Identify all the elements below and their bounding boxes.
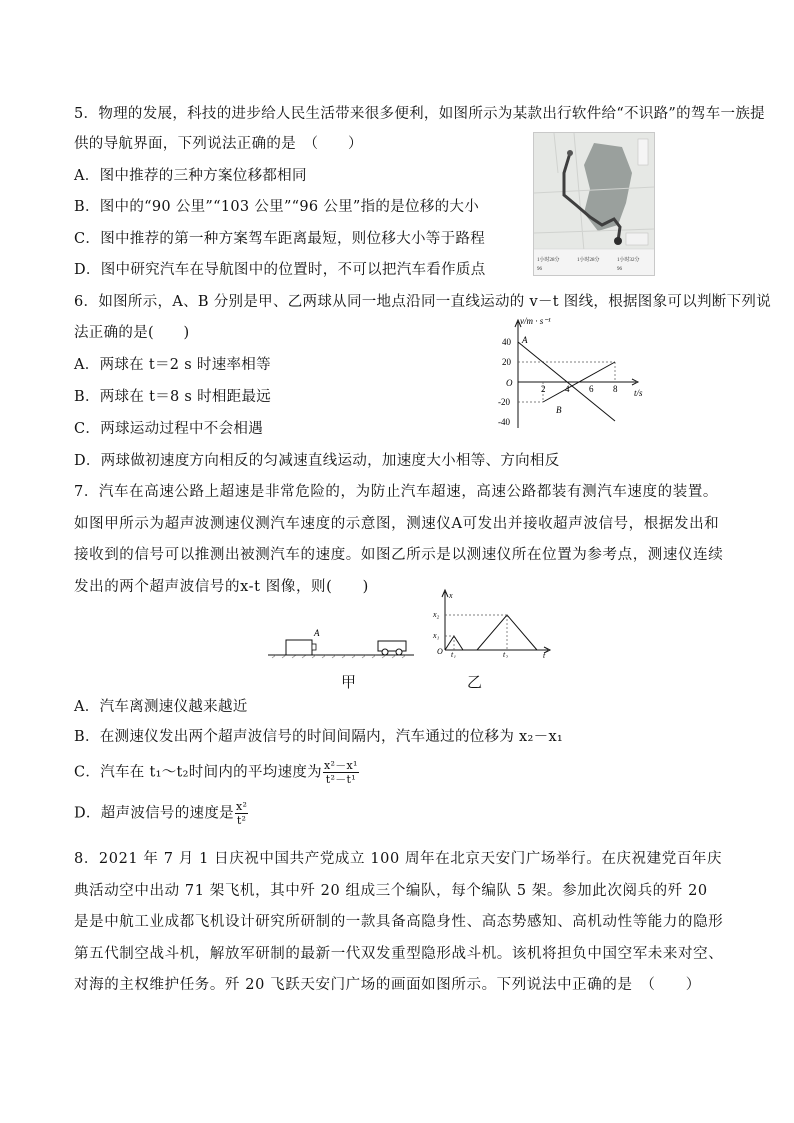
- y-tick-40: 40: [502, 337, 511, 347]
- navigation-map-figure: [533, 132, 655, 276]
- v-axis-label: v/m · s⁻¹: [520, 316, 551, 326]
- q6-option-c: C．两球运动过程中不会相遇: [74, 421, 263, 437]
- y-tick-20: 20: [502, 357, 511, 367]
- caption-jia: 甲: [341, 673, 357, 691]
- map-drawing: [534, 133, 654, 275]
- q6-option-b: B．两球在 t＝8 s 时相距最远: [74, 389, 272, 405]
- q6-stem-line2: 法正确的是( ): [74, 325, 190, 341]
- y-tick-neg40: -40: [498, 417, 510, 427]
- caption-yi: 乙: [467, 673, 483, 691]
- q7-option-d-text: D．超声波信号的速度是: [74, 805, 234, 822]
- q5-option-a: A．图中推荐的三种方案位移都相同: [74, 168, 307, 184]
- t-axis-label: t: [543, 651, 546, 658]
- q5-option-d: D．图中研究汽车在导航图中的位置时，不可以把汽车看作质点: [74, 262, 486, 278]
- t1-label: t₁: [451, 650, 457, 658]
- x-tick-8: 8: [613, 384, 618, 394]
- route3-time: 1小时32分: [617, 258, 640, 263]
- figure-yi-xt-graph: [425, 588, 555, 658]
- fraction-denominator: t²: [236, 814, 247, 827]
- x1-label: x₁: [433, 631, 440, 640]
- q5-stem-line1: 5．物理的发展，科技的进步给人民生活带来很多便利，如图所示为某款出行软件给“不识路”的驾车一族提: [74, 106, 765, 122]
- y-tick-neg20: -20: [498, 397, 510, 407]
- route3-distance: 96: [617, 267, 622, 272]
- q7-option-c-text: C．汽车在 t₁～t₂时间内的平均速度为: [74, 764, 322, 781]
- label-b: B: [556, 405, 562, 415]
- q6-option-a: A．两球在 t＝2 s 时速率相等: [74, 357, 271, 373]
- speed-detector: [286, 640, 312, 655]
- start-marker: [567, 150, 573, 156]
- car-body: [378, 641, 406, 651]
- q7-option-c: [74, 759, 359, 786]
- signal-1: [445, 636, 463, 650]
- t2-label: t₂: [503, 650, 509, 658]
- t-axis-label: t/s: [634, 388, 643, 398]
- q7-option-b: B．在测速仪发出两个超声波信号的时间间隔内，汽车通过的位移为 x₂－x₁: [74, 729, 564, 745]
- q8-stem: 8．2021 年 7 月 1 日庆祝中国共产党成立 100 周年在北京天安门广场举行。在庆祝建党百年庆典活动空中出动 71 架飞机，其中歼 20 组成三个编队，每个编队 5 架。参加此次阅兵的歼 20 是是中航工业成都飞机设计研究所研制的一款具备高隐身性、高态势感知、高机动性等能力的隐形第五代制空战斗机，解放军研制的最新一代双发重型隐形战斗机。该机将担负中国空军未来对空、对海的主权维护任务。歼 20 飞跃天安门广场的画面如图所示。下列说法中正确的是 （ ）: [74, 851, 724, 993]
- q7-option-d: [74, 800, 248, 827]
- q5-option-b: B．图中的“90 公里”“103 公里”“96 公里”指的是位移的大小: [74, 199, 480, 215]
- x-tick-2: 2: [541, 384, 546, 394]
- q6-option-d: D．两球做初速度方向相反的匀减速直线运动，加速度大小相等、方向相反: [74, 453, 560, 469]
- origin-label: O: [506, 378, 513, 388]
- x2-label: x₂: [433, 610, 440, 619]
- q5-stem-line2: 供的导航界面，下列说法正确的是 （ ）: [74, 136, 363, 152]
- q7-option-a: A．汽车离测速仪越来越近: [74, 699, 248, 715]
- q7-option-d-fraction: [235, 800, 248, 827]
- q6-stem-line1: 6．如图所示，A、B 分别是甲、乙两球从同一地点沿同一直线运动的 v－t 图线，根据图象可以判断下列说: [74, 294, 771, 310]
- q7-option-c-fraction: [323, 759, 359, 786]
- detector-label: A: [314, 628, 320, 638]
- x-tick-6: 6: [589, 384, 594, 394]
- route2-time: 1小时28分: [577, 258, 600, 263]
- vt-graph: [498, 316, 648, 436]
- route1-distance: 96: [537, 267, 542, 272]
- end-marker: [614, 237, 622, 245]
- figure-jia: [268, 624, 418, 664]
- q7-stem: 7．汽车在高速公路上超速是非常危险的，为防止汽车超速，高速公路都装有测汽车速度的装置。如图甲所示为超声波测速仪测汽车速度的示意图，测速仪A可发出并接收超声波信号，根据发出和接收到的信号可以推测出被测汽车的速度。如图乙所示是以测速仪所在位置为参考点，测速仪连续发出的两个超声波信号的x-t 图像，则( ): [74, 484, 724, 595]
- label-a: A: [522, 335, 528, 345]
- fraction-denominator: t²－t¹: [325, 773, 356, 786]
- fraction-numerator: x²: [235, 800, 248, 813]
- origin-label: O: [437, 647, 443, 656]
- x-tick-4: 4: [565, 384, 570, 394]
- q5-option-c: C．图中推荐的第一种方案驾车距离最短，则位移大小等于路程: [74, 231, 485, 247]
- car-wheel: [382, 649, 388, 655]
- fraction-numerator: x²－x¹: [323, 759, 358, 772]
- car-wheel: [396, 649, 402, 655]
- x-axis-label: x: [449, 591, 453, 600]
- route1-time: 1小时28分: [537, 258, 560, 263]
